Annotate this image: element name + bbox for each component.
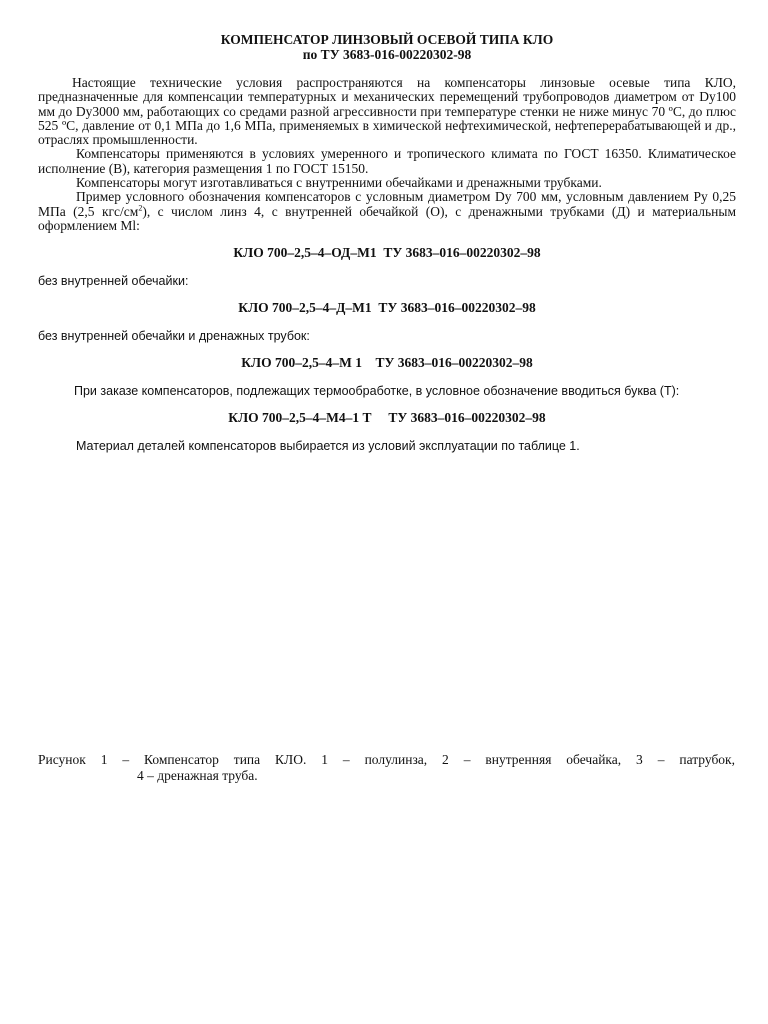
designation-3: КЛО 700–2,5–4–М 1 ТУ 3683–016–00220302–98 [241,355,533,371]
figure-placeholder [38,490,735,740]
label-no-shell-no-drain: без внутренней обечайки и дренажных трубок: [38,329,310,344]
paragraph-climate: Компенсаторы применяются в условиях умеренного и тропического климата по ГОСТ 16350. Климатическое исполнение (В), категория размещения 1 по ГОСТ 15150. [38,146,736,176]
paragraph-scope: Настоящие технические условия распространяются на компенсаторы линзовые осевые типа КЛО, предназначенные для компенсации температурных и механических перемещений трубопроводов диаметром от Dy100 мм до Dy3000 мм, работающих со средами разной агрессивности при температуре стенки не ниже минус 70 ºС, до плюс 525 ºС, давление от 0,1 МПа до 1,6 МПа, применяемых в химической нефтехимической, нефтеперерабатывающей и др., отраслях промышленности. [38,75,736,148]
paragraph-heat-treatment: При заказе компенсаторов, подлежащих термообработке, в условное обозначение вводиться буква (Т): [74,384,680,399]
document-subtitle: по ТУ 3683-016-00220302-98 [302,47,472,62]
caption-line-2: 4 – дренажная труба. [137,768,258,783]
example-text-b: ), с числом линз 4, с внутренней обечайкой (О), с дренажными трубками (Д) и материальным оформлением Ml: [38,203,736,233]
designation-1: КЛО 700–2,5–4–ОД–М1 ТУ 3683–016–00220302–98 [233,245,541,261]
caption-line-1: Рисунок 1 – Компенсатор типа КЛО. 1 – полулинза, 2 – внутренняя обечайка, 3 – патрубок, [38,752,735,767]
designation-2: КЛО 700–2,5–4–Д–М1 ТУ 3683–016–00220302–98 [238,300,536,316]
paragraph-example [38,190,736,233]
figure-caption [38,752,735,784]
paragraph-material: Материал деталей компенсаторов выбирается из условий эксплуатации по таблице 1. [76,439,580,454]
designation-4: КЛО 700–2,5–4–М4–1 Т ТУ 3683–016–00220302–98 [228,410,546,426]
paragraph-options: Компенсаторы могут изготавливаться с внутренними обечайками и дренажными трубками. [76,175,602,191]
example-text-a: Пример условного обозначения компенсаторов с условным диаметром Dy 700 мм, условным давлением Ру 0,25 МПа (2,5 кгс/см [38,189,736,219]
label-no-inner-shell: без внутренней обечайки: [38,274,189,289]
example-superscript: 2 [138,203,143,213]
document-title: КОМПЕНСАТОР ЛИНЗОВЫЙ ОСЕВОЙ ТИПА КЛО [220,32,554,47]
